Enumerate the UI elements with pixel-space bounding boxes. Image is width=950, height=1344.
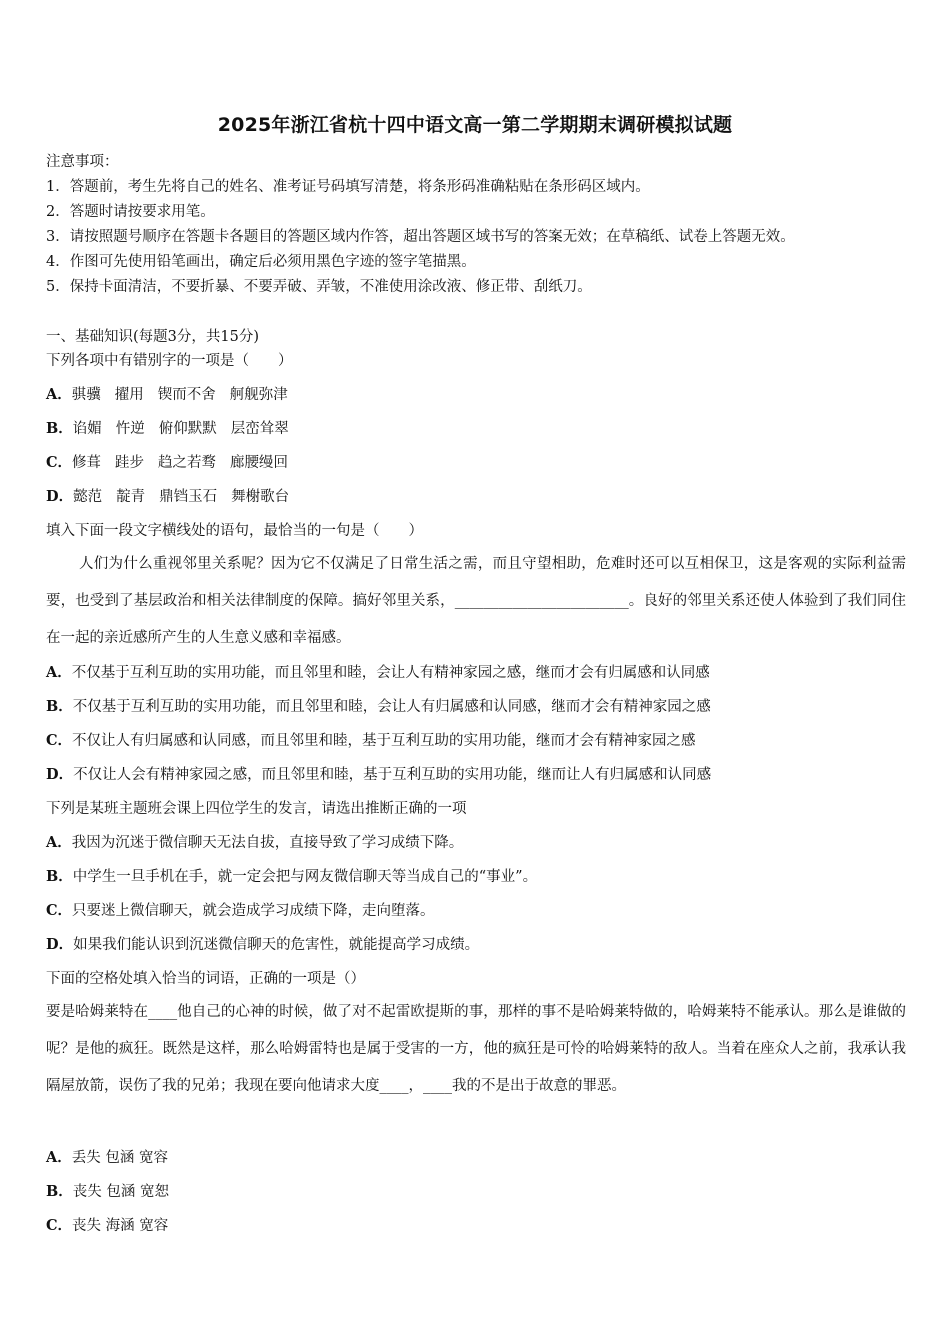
option-text: 丧失 包涵 宽恕 — [72, 1184, 169, 1200]
option-text: 我因为沉迷于微信聊天无法自拔，直接导致了学习成绩下降。 — [71, 835, 464, 851]
option-word: 靛青 — [116, 489, 146, 505]
q2-stem: 填入下面一段文字横线处的语句，最恰当的一句是（ ） — [46, 523, 423, 539]
notice-item-3: 3．请按照题号顺序在答题卡各题目的答题区域内作答，超出答题区域书写的答案无效；在草稿纸、试卷上答题无效。 — [46, 229, 795, 245]
notice-item-2: 2．答题时请按要求用笔。 — [46, 204, 215, 220]
option-text: 不仅基于互利互助的实用功能，而且邻里和睦，会让人有归属感和认同感，继而才会有精神家园之感 — [72, 699, 711, 715]
q2-passage-after: 。良好的邻里关系还使人体验到了我们同住在一起的亲近感所产生的人生意义感和幸福感。 — [46, 592, 907, 646]
option-label: C． — [46, 732, 73, 749]
q4-blank: ____ — [379, 1077, 409, 1094]
q3-option-b — [46, 867, 537, 887]
q1-option-d — [46, 487, 289, 507]
q2-option-b — [46, 697, 711, 717]
option-text: 不仅让人会有精神家园之感，而且邻里和睦，基于互利互助的实用功能，继而让人有归属感和认同感 — [73, 767, 712, 783]
q4-passage — [46, 994, 906, 1104]
section-heading: 一、基础知识(每题3分，共15分) — [46, 329, 259, 345]
q1-option-b — [46, 419, 289, 439]
option-text: 不仅基于互利互助的实用功能，而且邻里和睦，会让人有精神家园之感，继而才会有归属感和认同感 — [71, 665, 710, 681]
option-label: B． — [46, 420, 73, 437]
option-text: 如果我们能认识到沉迷微信聊天的危害性，就能提高学习成绩。 — [73, 937, 480, 953]
q3-option-a — [46, 833, 463, 853]
q2-option-a — [46, 663, 710, 683]
option-label: C． — [46, 454, 73, 471]
q4-passage-part: 他自己的心神的时候，做了对不起雷欧提斯的事，那样的事不是哈姆莱特做的，哈姆莱特不能承认。那么是谁做的呢？是他的疯狂。既然是这样，那么哈姆雷特也是属于受害的一方，他的疯狂是可怜的哈姆莱特的敌人。当着在座众人之前，我承认我隔屋放箭，误伤了我的兄弟；我现在要向他请求大度 — [46, 1004, 907, 1094]
option-label: C． — [46, 1217, 73, 1234]
option-word: 懿范 — [73, 489, 103, 505]
q4-blank: ____ — [423, 1077, 452, 1094]
option-word: 跬步 — [115, 455, 145, 471]
q4-option-b — [46, 1182, 169, 1202]
option-label: B． — [46, 698, 73, 715]
q4-passage-part: 我的不是出于故意的罪恶。 — [452, 1077, 626, 1094]
notice-item-1: 1．答题前，考生先将自己的姓名、准考证号码填写清楚，将条形码准确粘贴在条形码区域内。 — [46, 179, 650, 195]
q4-passage-part: 要是哈姆莱特在 — [46, 1004, 149, 1020]
option-word: 舸舰弥津 — [229, 387, 288, 403]
q4-blank: ____ — [148, 1004, 178, 1020]
option-word: 修葺 — [72, 455, 102, 471]
q1-option-c — [46, 453, 288, 473]
option-label: B． — [46, 868, 73, 885]
option-word: 鼎铛玉石 — [159, 489, 218, 505]
option-label: C． — [46, 902, 73, 919]
option-label: D． — [46, 766, 74, 783]
notice-item-5: 5．保持卡面清洁，不要折暴、不要弄破、弄皱，不准使用涂改液、修正带、刮纸刀。 — [46, 279, 592, 295]
q2-option-c — [46, 731, 696, 751]
option-word: 锲而不舍 — [157, 387, 216, 403]
q4-stem: 下面的空格处填入恰当的词语，正确的一项是（） — [46, 971, 365, 987]
option-word: 谄媚 — [72, 421, 102, 437]
option-label: D． — [46, 488, 74, 505]
notice-item-4: 4．作图可先使用铅笔画出，确定后必须用黑色字迹的签字笔描黑。 — [46, 254, 476, 270]
notice-heading: 注意事项： — [46, 154, 119, 170]
q3-stem: 下列是某班主题班会课上四位学生的发言，请选出推断正确的一项 — [46, 801, 467, 817]
q2-option-d — [46, 765, 711, 785]
option-word: 忤逆 — [115, 421, 145, 437]
option-text: 不仅让人有归属感和认同感，而且邻里和睦，基于互利互助的实用功能，继而才会有精神家园之感 — [72, 733, 696, 749]
option-text: 只要迷上微信聊天，就会造成学习成绩下降，走向堕落。 — [72, 903, 435, 919]
q3-option-c — [46, 901, 435, 921]
option-word: 舞榭歌台 — [231, 489, 290, 505]
q4-passage-part: ， — [408, 1077, 423, 1094]
q1-option-a — [46, 385, 288, 405]
option-label: A． — [46, 386, 72, 403]
option-label: B． — [46, 1183, 73, 1200]
q2-passage-blank: ________________________ — [454, 592, 629, 609]
option-word: 廊腰缦回 — [230, 455, 289, 471]
option-label: A． — [46, 834, 72, 851]
q2-passage-before: 人们为什么重视邻里关系呢？因为它不仅满足了日常生活之需，而且守望相助，危难时还可以互相保卫，这是客观的实际利益需要，也受到了基层政治和相关法律制度的保障。搞好邻里关系， — [46, 556, 906, 609]
option-word: 擢用 — [114, 387, 144, 403]
q4-option-c — [46, 1216, 168, 1236]
q3-option-d — [46, 935, 479, 955]
option-label: A． — [46, 664, 72, 681]
option-text: 中学生一旦手机在手，就一定会把与网友微信聊天等当成自己的“事业”。 — [72, 869, 538, 885]
option-word: 趋之若骛 — [158, 455, 217, 471]
exam-title: 2025年浙江省杭十四中语文高一第二学期期末调研模拟试题 — [217, 114, 733, 136]
option-text: 丧失 海涵 宽容 — [72, 1218, 169, 1234]
option-word: 层峦耸翠 — [230, 421, 289, 437]
option-label: D． — [46, 936, 74, 953]
option-label: A． — [46, 1149, 72, 1166]
option-text: 丢失 包涵 宽容 — [71, 1150, 168, 1166]
q4-option-a — [46, 1148, 168, 1168]
option-word: 骐骥 — [71, 387, 101, 403]
q1-stem: 下列各项中有错别字的一项是（ ） — [46, 353, 293, 369]
q2-passage — [46, 546, 906, 656]
option-word: 俯仰默默 — [158, 421, 217, 437]
